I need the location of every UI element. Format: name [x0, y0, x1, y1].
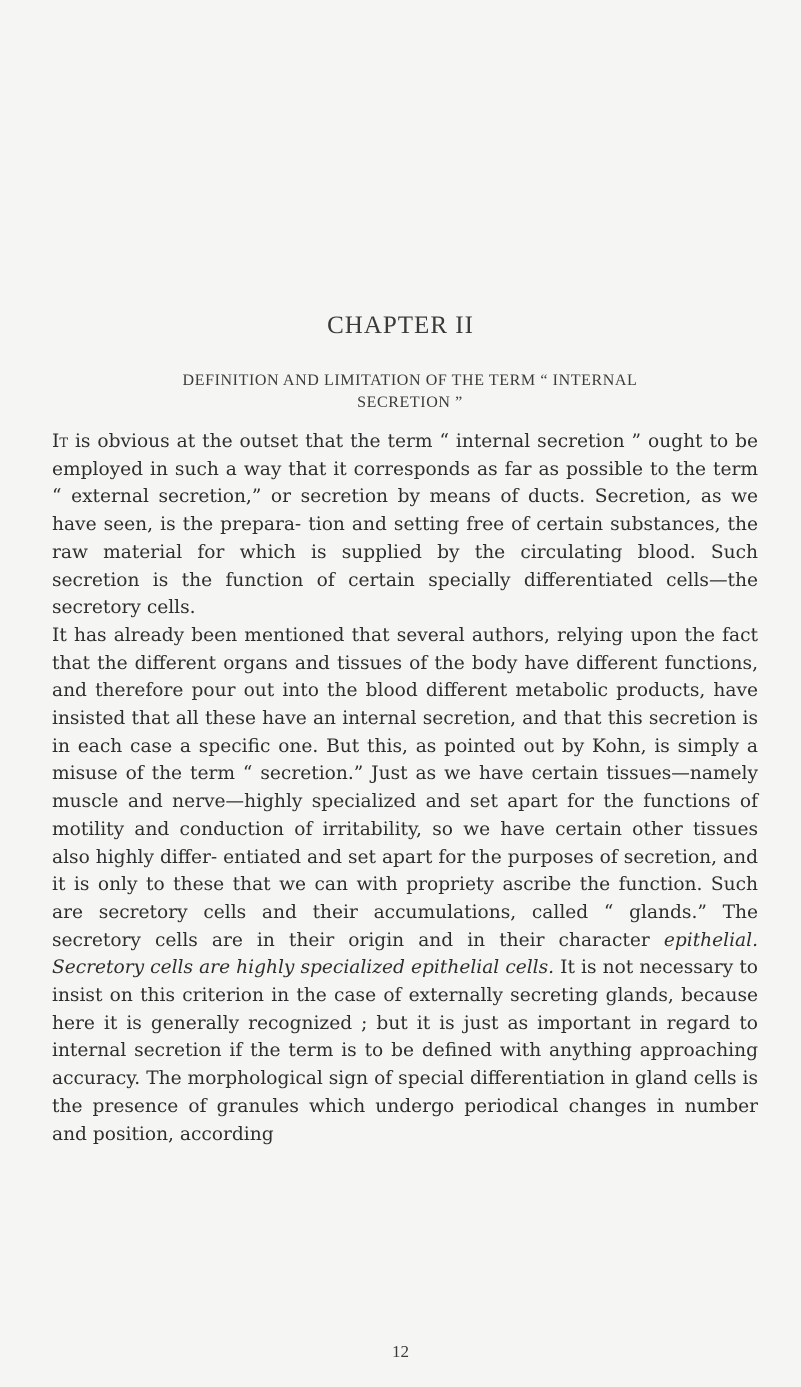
paragraph-2-italic: epithelial. Secretory cells are highly specialized epithelial cells. — [52, 929, 758, 979]
body-text — [52, 428, 758, 1148]
chapter-subtitle — [90, 370, 730, 414]
chapter-subtitle-line-2: SECRETION ” — [357, 394, 463, 411]
paragraph-1 — [52, 428, 758, 622]
page-number: 12 — [392, 1342, 409, 1361]
paragraph-2 — [52, 622, 758, 1148]
chapter-title: CHAPTER II — [327, 312, 474, 339]
paragraph-2-text-a: It has already been mentioned that several authors, relying upon the fact that the different organs and tissues of the body have different functions, and therefore pour out into the blood different metabolic products, have insisted that all these have an internal secretion, and that this secretion is in each case a specific one. But this, as pointed out by Kohn, is simply a misuse of the term “ secretion.” Just as we have certain tissues—namely muscle and nerve—highly specialized and set apart for the functions of motility and conduction of irritability, so we have certain other tissues also highly differ- entiated and set apart for the purposes of secretion, and it is only to these that we can with propriety ascribe the function. Such are secretory cells and their accumulations, called “ glands.” The secretory cells are in their origin and in their character — [52, 624, 758, 951]
paragraph-1-lead: It — [52, 431, 69, 452]
chapter-subtitle-line-1: DEFINITION AND LIMITATION OF THE TERM “ INTERNAL — [182, 372, 638, 389]
paragraph-1-text: is obvious at the outset that the term “ internal secretion ” ought to be employed in such a way that it corresponds as far as possible to the term “ external secretion,” or secretion by means of ducts. Secretion, as we have seen, is the prepara- tion and setting free of certain substances, the raw material for which is supplied by the circulating blood. Such secretion is the function of certain specially differentiated cells—the secretory cells. — [52, 431, 758, 619]
paragraph-2-text-b: It is not necessary to insist on this criterion in the case of externally secreting glands, because here it is generally recognized ; but it is just as important in regard to internal secretion if the term is to be defined with anything approaching accuracy. The morphological sign of special differentiation in gland cells is the presence of granules which undergo periodical changes in number and position, according — [52, 957, 759, 1145]
